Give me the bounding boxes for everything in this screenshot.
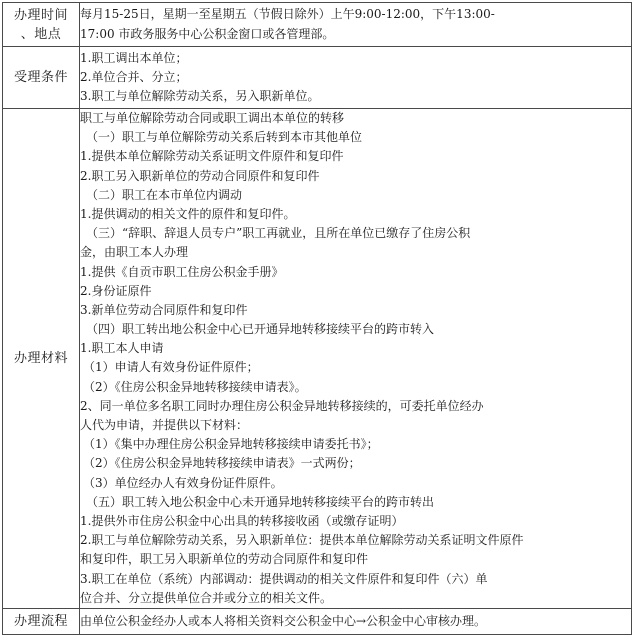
text-line: 1.提供《自贡市职工住房公积金手册》 [80,264,284,279]
content-materials [80,109,632,609]
text-line: 1.提供外市住房公积金中心出具的转移接收函（或缴存证明） [80,513,404,528]
text-line: （1）《集中办理住房公积金异地转移接续申请委托书》； [83,437,379,452]
text-line: 1.提供本单位解除劳动关系证明文件原件和复印件 [80,149,344,164]
text-line: 和复印件，职工另入职新单位的劳动合同原件和复印件 [80,552,369,567]
label-process: 办理流程 [3,608,80,634]
row-conditions [3,47,632,109]
label-conditions: 受理条件 [3,47,80,109]
text-line: 17:00 市政务服务中心公积金窗口或各管理部。 [80,26,335,41]
info-table [2,2,632,635]
text-line: 2.单位合并、分立； [80,69,188,84]
text-line: 2.职工与单位解除劳动关系，另入职新单位：提供本单位解除劳动关系证明文件原件 [80,533,524,548]
row-time-location [3,3,632,47]
text-line: （四）职工转出地公积金中心已开通异地转移接续平台的跨市转入 [86,322,435,337]
content-time-location [80,3,632,47]
label-time-location-line-1: 办理时间 [13,7,68,23]
text-line: 2.职工另入职新单位的劳动合同原件和复印件 [80,168,320,183]
text-line: （2）《住房公积金异地转移接续申请表》。 [83,379,307,394]
text-line: 2、同一单位多名职工同时办理住房公积金异地转移接续的，可委托单位经办 [80,398,484,413]
text-line: 1.提供调动的相关文件的原件和复印件。 [80,206,296,221]
text-line: 由单位公积金经办人或本人将相关资料交公积金中心→公积金中心审核办理。 [80,613,487,628]
text-line: 每月15-25日，星期一至星期五（节假日除外）上午9:00-12:00，下午13:00- [80,7,495,22]
row-process [3,608,632,634]
text-line: （1）申请人有效身份证件原件； [83,360,259,375]
text-line: 位合并、分立提供单位合并或分立的相关文件。 [80,590,333,605]
text-line: （一）职工与单位解除劳动关系后转到本市其他单位 [86,130,363,145]
text-line: 金，由职工本人办理 [80,245,189,260]
text-line: 1.职工调出本单位； [80,50,188,65]
text-line: 2.身份证原件 [80,283,152,298]
label-materials: 办理材料 [3,109,80,609]
content-process [80,608,632,634]
handling-guide-table [2,2,632,634]
text-line: （2）《住房公积金异地转移接续申请表》一式两份； [83,456,361,471]
content-conditions [80,47,632,109]
text-line: 3.新单位劳动合同原件和复印件 [80,302,248,317]
text-line: （三）“辞职、辞退人员专户”职工再就业，且所在单位已缴存了住房公积 [86,226,471,241]
row-materials [3,109,632,609]
label-time-location-line-2: 、地点 [20,26,62,42]
text-line: 3.职工与单位解除劳动关系，另入职新单位。 [80,89,320,104]
text-line: 职工与单位解除劳动合同或职工调出本单位的转移 [80,111,345,125]
text-line: （3）单位经办人有效身份证件原件。 [83,475,283,490]
text-line: （二）职工在本市单位内调动 [86,187,243,202]
text-line: 3.职工在单位（系统）内部调动：提供调动的相关文件原件和复印件（六）单 [80,571,488,586]
text-line: （五）职工转入地公积金中心未开通异地转移接续平台的跨市转出 [86,494,435,509]
text-line: 1.职工本人申请 [80,341,164,356]
text-line: 人代为申请，并提供以下材料： [80,418,249,432]
label-time-location [3,3,80,47]
